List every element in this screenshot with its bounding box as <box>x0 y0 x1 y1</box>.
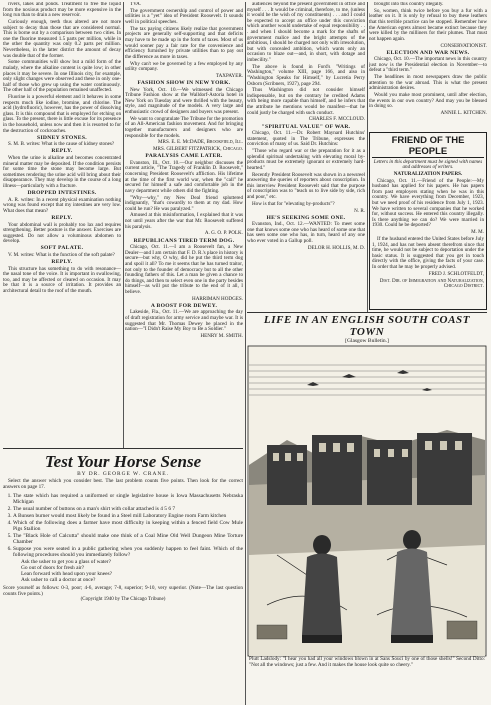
letter-signature: MRS. GILBERT FITZPATRICK, Chicago. <box>153 146 243 153</box>
letter-paragraph: Thus Washington did not consider himself indispensable, but on the contrary he credited Adams with being more capable than himself, and he infers that the attribute he mentions would be manifest—that he could justly be charged with such conduct. <box>247 87 365 116</box>
letter-paragraph: The tax paying citizens likely realize that government projects are generally self-supporting and that deficits may have to be made up in the form of taxes. Most of us would sooner pay a fair rate for the convenience and efficiency furnished by private utilities than to pay out the difference as more in taxes. <box>125 25 243 60</box>
section-heading: SIDNEY STONES. <box>37 134 87 141</box>
letter-heading: A BOOST FOR DEWEY. <box>150 302 218 309</box>
horse-sense-quiz <box>3 450 243 700</box>
quiz-question: 4. Which of the following does a farmer have most difficulty in keeping within a fenced field Cow Mule Pigs Stallion <box>13 520 243 533</box>
letter-signature: CHARLES F. MCCLOUD. <box>308 116 365 123</box>
quiz-intro: Select the answer which you consider best. The last problem counts five points. Then look for the correct answers on page 17. <box>3 478 243 490</box>
column-letters-1 <box>125 2 243 448</box>
friend-box-heading: NATURALIZATION PAPERS. <box>393 170 463 177</box>
column-divider <box>367 2 368 312</box>
letter-paragraph: audiences beyond the present government in office and myself . . . It would be criminal, therefore, to me, (unless it would be the wish of my constituents) . . . and I could be expected to accept an office under this conviction which another would undertake of equal responsibility . . . and when I should become a mark for the shafts of government malice and the bright attempts of the ambitious, I should be charged not only with irresolution, but with concealed ambition, which wants only an occasion to blaze out—and, in short, with dotage and imbecility." <box>247 2 365 63</box>
article-paragraph: Fluorine is a powerful element and it behaves in some respects much like iodine, bromine, and chlorine. The acid (hydrofluoric), however, has the power of dissolving glass. It is this compound that is employed for etching on glass. To the present, there is little excuse for its presence in the household, unless now and then it is resorted to for the destruction of cockroaches. <box>3 94 121 134</box>
letter-paragraph: Recently President Roosevelt was shown in a newsreel answering the queries of reporters about conscription. In this interview President Roosevelt said that the purpose of conscription was to "teach us to live side by side, rich and poor," etc. <box>247 171 365 201</box>
quiz-question: 3. A Bunsen burner would most likely be found in a Steel mill Laboratory Engine room Farm kitchen <box>13 513 243 519</box>
quiz-byline: BY DR. GEORGE W. CRANE. <box>77 471 169 477</box>
quiz-option: Ask usher to call a doctor at once? <box>21 577 96 584</box>
letter-heading: FASHION SHOW IN NEW YORK. <box>137 79 231 86</box>
friend-box-title: FRIEND OF THE PEOPLE <box>372 135 484 158</box>
letter-signature: MRS. E. E. McDADE, Brookfield, Ill. <box>158 139 243 146</box>
friend-box-signature: Dist. Dir. of Immigration and Naturalization, Chicago District. <box>379 277 484 290</box>
cartoon-caption: Plutt Ladslody: "I hear you had all your windows blown in at Sans Souci by one of those shells!" Second Ditto: "Not all the windows; just a few. And it makes the house look quite so cheery." <box>249 656 485 668</box>
quiz-questions <box>3 493 243 584</box>
letter-heading: ELECTION AND WAR NEWS. <box>386 49 470 56</box>
quiz-option: Ask the usher to get you a glass of water? <box>21 558 111 565</box>
cartoon-title: LIFE IN AN ENGLISH SOUTH COAST TOWN <box>263 314 471 338</box>
friend-box-paragraph: Chicago, Oct. 11.—Friend of the People:—My husband has applied for his papers. He has papers from past employers stating when he was in this country. We have everything from December, 1923, but we need proof of his residence from July 1, 1923. We have written to several companies that he worked for, without success. He entered this country illegally. Is there anything we can do? We were married in 1930. Could he be deported? <box>372 177 484 229</box>
column-health <box>3 2 121 448</box>
letter-paragraph: Evanston, Ill., Oct. 10.—Our neighbor discusses the current article, "The Tragedy of Franklin D. Roosevelt," concerning President Roosevelt's affliction. His lifetime at the time of the first world war, when the "call" he secured for himself a safe and comfortable job in the navy department while others did the fighting. <box>125 159 243 194</box>
section-divider <box>247 312 487 313</box>
letter-paragraph: So, women, think twice before you buy a fur with a leather on it. It is only by refusal to buy these leathers that this terrible practice can be stopped. Remember how the American egrets almost became extinct because they were killed by the milliners for their plumes. That must not happen again. <box>369 7 487 42</box>
reply-text: When the urine is alkaline and becomes concentrated mineral matter may be deposited. If the condition persists for some time the stone may become large. But sometimes rendering the urine acid will bring about their disappearance. They may develop in the course of a long illness—particularly with a fracture. <box>3 155 121 189</box>
letter-paragraph: New York, Oct. 10.—We witnessed the Chicago Tribune Fashion show at the Walldorf-Astoria hotel in New York on Tuesday and were thrilled with the beauty, style, and magnitude of the models. A very large and enthusiastic crowd of designers and buyers was present. <box>125 86 243 115</box>
quiz-copyright: (Copyright 1940 by The Chicago Tribune) <box>80 597 166 603</box>
reply-text: This structure has something to do with resonance—the nasal tone of the voice. It is important in swallowing, too, and may be affected or cleared on occasion. It may be that it is a source of irritation. It provides an architectural detail to the roof of the mouth. <box>3 265 121 295</box>
quiz-option: Go out of doors for fresh air? <box>21 564 85 571</box>
reply-heading: REPLY. <box>51 259 73 266</box>
letter-heading: "SPIRITUAL VALUE" OF WAR. <box>261 123 351 130</box>
friend-of-the-people-box <box>369 132 487 310</box>
letter-paragraph: The headlines in most newspapers draw the public attention to the war abroad. This is what the present administration desires. <box>369 74 487 92</box>
letter-paragraph: We want to congratulate The Tribune for the promotion of an All-American fashion movement. And for bringing together manufacturers and designers who are responsible for the models. <box>125 115 243 139</box>
quiz-question: 1. The state which has required a uniformed or single legislative house is Iowa Massachusetts Nebraska Michigan <box>13 493 243 506</box>
section-heading: SOFT PALATE. <box>40 245 84 252</box>
letter-paragraph: Why can't we be governed by a few employed by any utility company. <box>125 60 243 73</box>
letter-paragraph: "Why—why," my New Deal friend spluttered indignantly, "that's cowardly to them at my dad. How could he run? He was paralyzed." <box>125 194 243 212</box>
letter-paragraph: "Those who regard war or the preparation for it as a splendid spiritual undertaking with elevating moral by-products must be extremely ignorant or extremely hard-hearted." <box>247 148 365 171</box>
letter-signature: HENRY M. SMITH. <box>200 332 243 339</box>
letter-paragraph: The above is found in Ford's "Writings of Washington," volume XIII, page 166, and also in "Washington Speaks for Himself," by Lucretia Perry Osborn (Scribners, 1927), page 294. <box>247 63 365 87</box>
column-divider <box>245 2 246 705</box>
letter-signature: HARRIMAN HODGES. <box>192 295 243 302</box>
quiz-question-text: Suppose you were seated in a public gathering when you suddenly happen to feel faint. Which of the following procedures should you immediately follow? <box>13 545 243 559</box>
article-paragraph: rivers, lakes and ponds. Treatment to free the liquid from the noxious product may be more expensive in the long run than to drain a new reservoir. <box>3 2 121 19</box>
article-paragraph: Some communities will show but a mild form of the malady, where the alkaline content is quite low; in other places it may be severe. In one Illinois city, for example, only slight changes were observed and these in only one-half of those who grew up using the water continuously. The other half of the population remained unaffected. <box>3 59 121 94</box>
letter-signature: N. R. <box>354 207 365 214</box>
question-text: V. M. writes: What is the function of the soft palate? <box>8 252 115 258</box>
column-divider <box>123 2 124 448</box>
friend-box-signature: M. M. <box>471 229 484 236</box>
friend-box-intro: Letters in this department must be signed with names and addresses of writers. <box>373 158 483 171</box>
section-heading: DROPPED INTESTINES. <box>27 190 97 197</box>
quiz-question <box>13 546 243 584</box>
quiz-scoring: Score yourself as follows: 0-3, poor; 4-6, average; 7-8, superior; 9-10, very superior. (Note—The last question counts five points.) <box>3 584 243 597</box>
letter-paragraph: Lakeside, Fla., Oct. 11.—We are approaching the day of draft registration for army service and maybe war. It is suggested that Mr. Thomas Dewey be placed in the nation—"I Didn't Raise My Boy to Be a Soldier." <box>125 309 243 333</box>
letter-paragraph: Would you make most prominent, until after election, the events in our own country? And may you be blessed in doing so. <box>369 92 487 110</box>
cartoon-section <box>247 314 487 700</box>
reply-text: Your abdominal wall is probably too lax and requires strengthening. Better posture is the answer. Exercises are suggested. Do not allow a voluminous abdomen to develop. <box>3 221 121 245</box>
friend-box-signature: FRED J. SCHLOTFELDT, <box>428 270 484 277</box>
column-letters-2 <box>247 2 365 312</box>
section-divider <box>3 448 243 449</box>
article-paragraph: Curiously enough, teeth thus altered are not more subject to decay than those that are considered normal. This is borne out by a comparison between two cities. In one the fluorine measured 1.5 parts per million, while in the other the quantity was only 0.2 parts per million. Nevertheless, in the latter district the amount of decay was double that of the former. <box>3 18 121 59</box>
letter-signature: DELOR H. HOLLIS, M. D. <box>307 244 365 251</box>
quiz-question: 5. The "Black Hole of Calcutta" should make one think of a Coal Mine Old Well Dungeon Mine Torture Chamber <box>13 533 243 546</box>
letter-heading: PARALYSIS CAME LATER. <box>145 153 223 160</box>
cartoon-illustration <box>247 345 487 657</box>
letter-signature: TAXPAYER. <box>215 72 243 79</box>
quiz-title: Test Your Horse Sense <box>44 452 202 471</box>
friend-box-paragraph: If the husband entered the United States before July 1, 1924, and has not been absent therefrom since that time, he would not be subject to deportation under the basic status. It is suggested that you get in touch directly with the office, giving the facts of your case. In order that he may be properly advised. <box>372 235 484 270</box>
quiz-question: 2. The usual number of buttons on a man's shirt with collar attached is 4 5 6 7 <box>13 506 243 512</box>
cartoon-credit: [Glasgow Bulletin.] <box>345 338 389 344</box>
letter-paragraph: How is that for "elevating by-products"? <box>252 200 335 207</box>
letter-paragraph: Chicago, Oct. 10.—The important news in this country just now is the Presidential election in November—to defeat a "third term." <box>369 56 487 74</box>
reply-heading: REPLY. <box>51 148 73 155</box>
reply-heading: REPLY. <box>51 214 73 221</box>
letter-paragraph: The government ownership and control of power and utilities is a "yet" idea of President Roosevelt. It sounds well in political speeches. <box>125 7 243 25</box>
question-text: S. M. B. writes: What is the cause of kidney stones? <box>8 141 115 148</box>
letter-paragraph: Evanston, Ind., Oct. 12.—WANTED: To meet some one that knows some one who has heard of some one that has seen some one who has, in turn, heard of any one who ever voted in a Gallup poll. <box>247 221 365 245</box>
letter-signature: ANNIE L. KITCHEN. <box>440 110 487 117</box>
letter-paragraph: brought into this country illegally. <box>374 2 444 7</box>
letter-heading: HE'S SEEKING SOME ONE. <box>266 214 346 221</box>
letter-paragraph: TVA. <box>130 2 142 7</box>
letter-paragraph: Chicago, Oct. 11.—Dr. Robert Maynard Hutchins' statement, quoted in The Tribune, expresses the conviction of many of us. Said Dr. Hutchins: <box>247 130 365 148</box>
letter-paragraph: Chicago, Oct. 11.—I am a Roosevelt fan, a New Dealer—and I am certain that F. D. R.'s place in history is secure—but why, O why, did he put the third term dog and spoil it all? To me it seems that he has turned traitor, not only to the founder of democracy but to all the other founding fathers of this. Let a man be given a chance to do things, and then to select even one in the party besides himself—as will put the tribute to the end of it all, I believe. <box>125 244 243 295</box>
quiz-option: Lean forward with head upon your knees? <box>21 571 113 578</box>
letter-signature: CONSERVATIONIST. <box>440 42 487 49</box>
letter-signature: A. G. O. P. POLK. <box>204 230 243 237</box>
letter-paragraph: Amused at this misinformation, I explained that it was not until years after the war that Mr. Roosevelt suffered his paralysis. <box>125 212 243 230</box>
letter-heading: REPUBLICANS TIRED TERM DOG. <box>133 237 235 244</box>
question-text: A. R. writes: In a recent physical examination nothing wrong was found except that my intestines are very low. What does that mean? <box>3 196 121 214</box>
column-letters-3 <box>369 2 487 132</box>
